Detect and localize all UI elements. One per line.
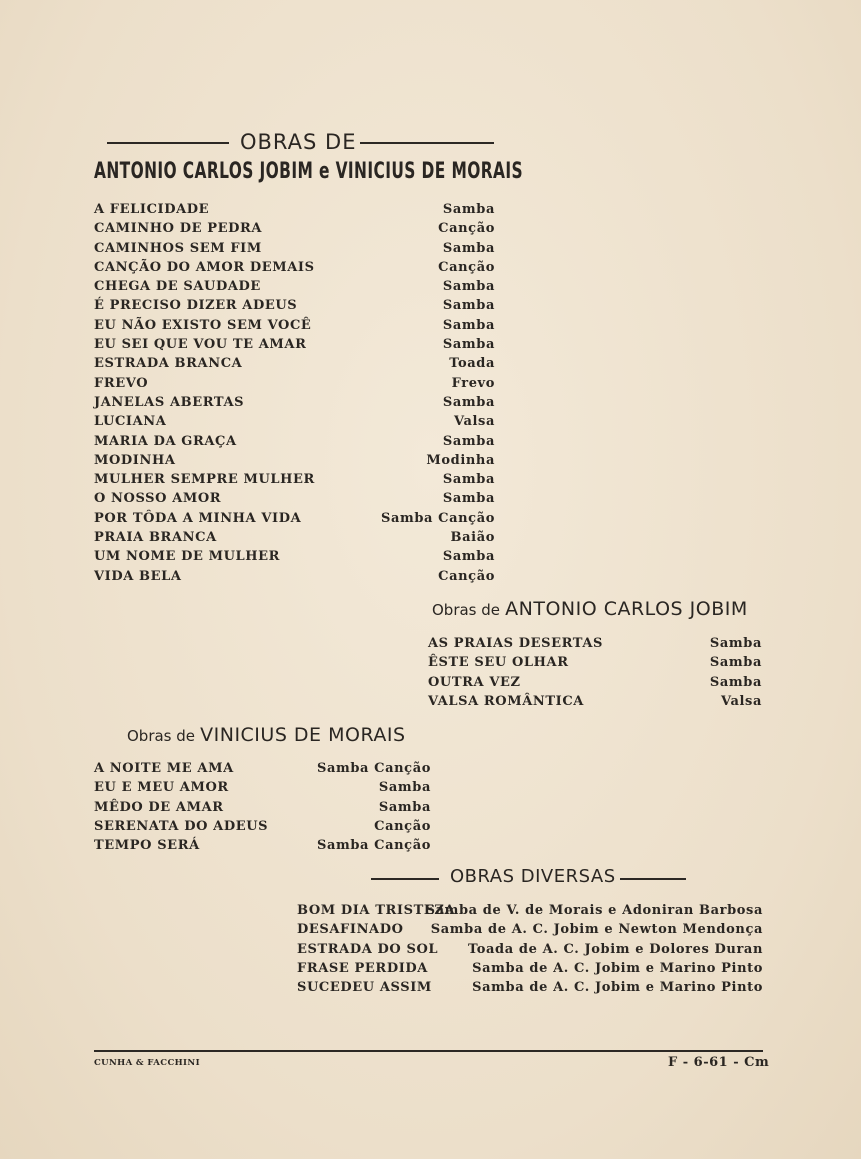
work-title: CHEGA DE SAUDADE xyxy=(94,279,261,295)
footer-publisher: CUNHA & FACCHINI xyxy=(94,1058,200,1068)
joint-work-row xyxy=(94,298,495,317)
work-genre: Samba Canção xyxy=(380,510,495,526)
work-genre: Samba xyxy=(442,491,495,507)
work-title: OUTRA VEZ xyxy=(428,674,521,690)
header-rule-right xyxy=(360,142,494,144)
work-genre: Samba xyxy=(442,549,495,565)
work-title: O NOSSO AMOR xyxy=(94,491,222,507)
joint-work-row xyxy=(94,337,495,356)
joint-work-row xyxy=(94,414,495,433)
work-title: PRAIA BRANCA xyxy=(94,530,217,546)
work-title: FRASE PERDIDA xyxy=(297,960,428,976)
joint-work-row xyxy=(94,202,495,221)
work-title: MULHER SEMPRE MULHER xyxy=(94,472,315,488)
joint-work-row xyxy=(94,221,495,240)
work-genre: Valsa xyxy=(454,414,495,430)
work-genre: Samba xyxy=(378,799,431,815)
work-genre: Samba xyxy=(709,655,762,671)
work-title: DESAFINADO xyxy=(297,922,404,938)
joint-work-row xyxy=(94,260,495,279)
vinicius-work-row xyxy=(94,838,431,857)
diversas-work-row xyxy=(297,903,763,922)
diversas-rule-left xyxy=(371,878,439,880)
work-genre: Samba Canção xyxy=(316,838,431,854)
jobim-work-row xyxy=(428,655,762,674)
work-title: POR TÔDA A MINHA VIDA xyxy=(94,510,302,526)
jobim-work-row xyxy=(428,694,762,713)
joint-work-row xyxy=(94,472,495,491)
diversas-rule-right xyxy=(620,878,686,880)
work-genre: Toada xyxy=(449,356,495,372)
vinicius-works-list xyxy=(94,761,431,857)
work-genre: Samba xyxy=(442,317,495,333)
header-title: OBRAS DE xyxy=(240,130,357,154)
vinicius-work-row xyxy=(94,800,431,819)
vinicius-section-heading xyxy=(127,724,406,746)
work-genre: Samba xyxy=(442,394,495,410)
jobim-heading-prefix: Obras de xyxy=(432,601,501,619)
diversas-work-row xyxy=(297,922,763,941)
work-title: SERENATA DO ADEUS xyxy=(94,818,269,834)
work-title: SUCEDEU ASSIM xyxy=(297,980,432,996)
work-title: É PRECISO DIZER ADEUS xyxy=(94,298,298,314)
work-genre: Canção xyxy=(438,568,495,584)
work-genre: Samba xyxy=(442,472,495,488)
work-genre: Samba xyxy=(442,279,495,295)
work-genre: Samba de A. C. Jobim e Marino Pinto xyxy=(472,980,763,996)
joint-work-row xyxy=(94,376,495,395)
work-title: MÊDO DE AMAR xyxy=(94,799,224,815)
work-title: CAMINHO DE PEDRA xyxy=(94,221,263,237)
work-title: AS PRAIAS DESERTAS xyxy=(428,636,604,651)
work-genre: Samba Canção xyxy=(316,761,431,776)
work-title: CANÇÃO DO AMOR DEMAIS xyxy=(94,259,315,275)
diversas-work-row xyxy=(297,942,763,961)
work-genre: Samba de A. C. Jobim e Marino Pinto xyxy=(472,960,763,976)
work-title: LUCIANA xyxy=(94,414,167,430)
work-genre: Canção xyxy=(438,221,495,237)
work-genre: Samba de V. de Morais e Adoniran Barbosa xyxy=(425,903,763,918)
work-genre: Canção xyxy=(438,259,495,275)
jobim-works-list xyxy=(428,636,762,713)
joint-work-row xyxy=(94,279,495,298)
joint-works-list xyxy=(94,202,495,588)
work-genre: Frevo xyxy=(451,375,495,391)
work-genre: Samba xyxy=(378,780,431,796)
diversas-title: OBRAS DIVERSAS xyxy=(450,866,616,887)
work-title: BOM DIA TRISTEZA xyxy=(297,903,456,918)
joint-work-row xyxy=(94,453,495,472)
work-title: EU NÃO EXISTO SEM VOCÊ xyxy=(94,317,312,333)
diversas-works-list xyxy=(297,903,763,999)
vinicius-work-row xyxy=(94,780,431,799)
work-title: MODINHA xyxy=(94,452,176,468)
joint-work-row xyxy=(94,511,495,530)
joint-work-row xyxy=(94,530,495,549)
vinicius-heading-name: VINICIUS DE MORAIS xyxy=(200,724,406,746)
work-title: EU SEI QUE VOU TE AMAR xyxy=(94,337,307,353)
work-genre: Modinha xyxy=(426,452,495,468)
joint-work-row xyxy=(94,356,495,375)
work-genre: Samba xyxy=(442,202,495,217)
footer-rule xyxy=(94,1050,763,1052)
work-genre: Baião xyxy=(450,530,495,546)
work-title: VIDA BELA xyxy=(94,568,182,584)
work-title: A NOITE ME AMA xyxy=(94,761,234,776)
work-genre: Samba xyxy=(442,337,495,353)
footer-code: F - 6-61 - Cm xyxy=(668,1055,770,1070)
work-title: ESTRADA DO SOL xyxy=(297,941,439,957)
joint-work-row xyxy=(94,549,495,568)
work-title: MARIA DA GRAÇA xyxy=(94,433,237,449)
work-title: TEMPO SERÁ xyxy=(94,838,200,854)
work-genre: Samba de A. C. Jobim e Newton Mendonça xyxy=(430,922,763,938)
joint-work-row xyxy=(94,241,495,260)
work-title: ESTRADA BRANCA xyxy=(94,356,243,372)
jobim-work-row xyxy=(428,636,762,655)
work-title: JANELAS ABERTAS xyxy=(94,394,245,410)
header-rule-left xyxy=(107,142,229,144)
work-title: CAMINHOS SEM FIM xyxy=(94,240,262,256)
vinicius-work-row xyxy=(94,819,431,838)
work-genre: Samba xyxy=(442,298,495,314)
jobim-heading-name: ANTONIO CARLOS JOBIM xyxy=(505,598,748,620)
work-genre: Valsa xyxy=(721,693,762,709)
work-title: VALSA ROMÂNTICA xyxy=(428,693,584,709)
work-title: FREVO xyxy=(94,375,149,391)
work-genre: Samba xyxy=(442,433,495,449)
diversas-work-row xyxy=(297,961,763,980)
work-title: ÊSTE SEU OLHAR xyxy=(428,655,569,671)
work-title: A FELICIDADE xyxy=(94,202,210,217)
joint-work-row xyxy=(94,569,495,588)
vinicius-heading-prefix: Obras de xyxy=(127,727,196,745)
work-title: UM NOME DE MULHER xyxy=(94,549,281,565)
vinicius-work-row xyxy=(94,761,431,780)
joint-work-row xyxy=(94,434,495,453)
work-genre: Toada de A. C. Jobim e Dolores Duran xyxy=(467,941,763,957)
work-genre: Canção xyxy=(374,818,431,834)
joint-work-row xyxy=(94,491,495,510)
joint-work-row xyxy=(94,395,495,414)
work-title: EU E MEU AMOR xyxy=(94,780,229,796)
jobim-section-heading xyxy=(432,598,748,620)
work-genre: Samba xyxy=(709,674,762,690)
jobim-work-row xyxy=(428,675,762,694)
work-genre: Samba xyxy=(442,240,495,256)
joint-work-row xyxy=(94,318,495,337)
diversas-work-row xyxy=(297,980,763,999)
work-genre: Samba xyxy=(709,636,762,651)
header-authors: ANTONIO CARLOS JOBIM e VINICIUS DE MORAIS xyxy=(94,159,523,184)
